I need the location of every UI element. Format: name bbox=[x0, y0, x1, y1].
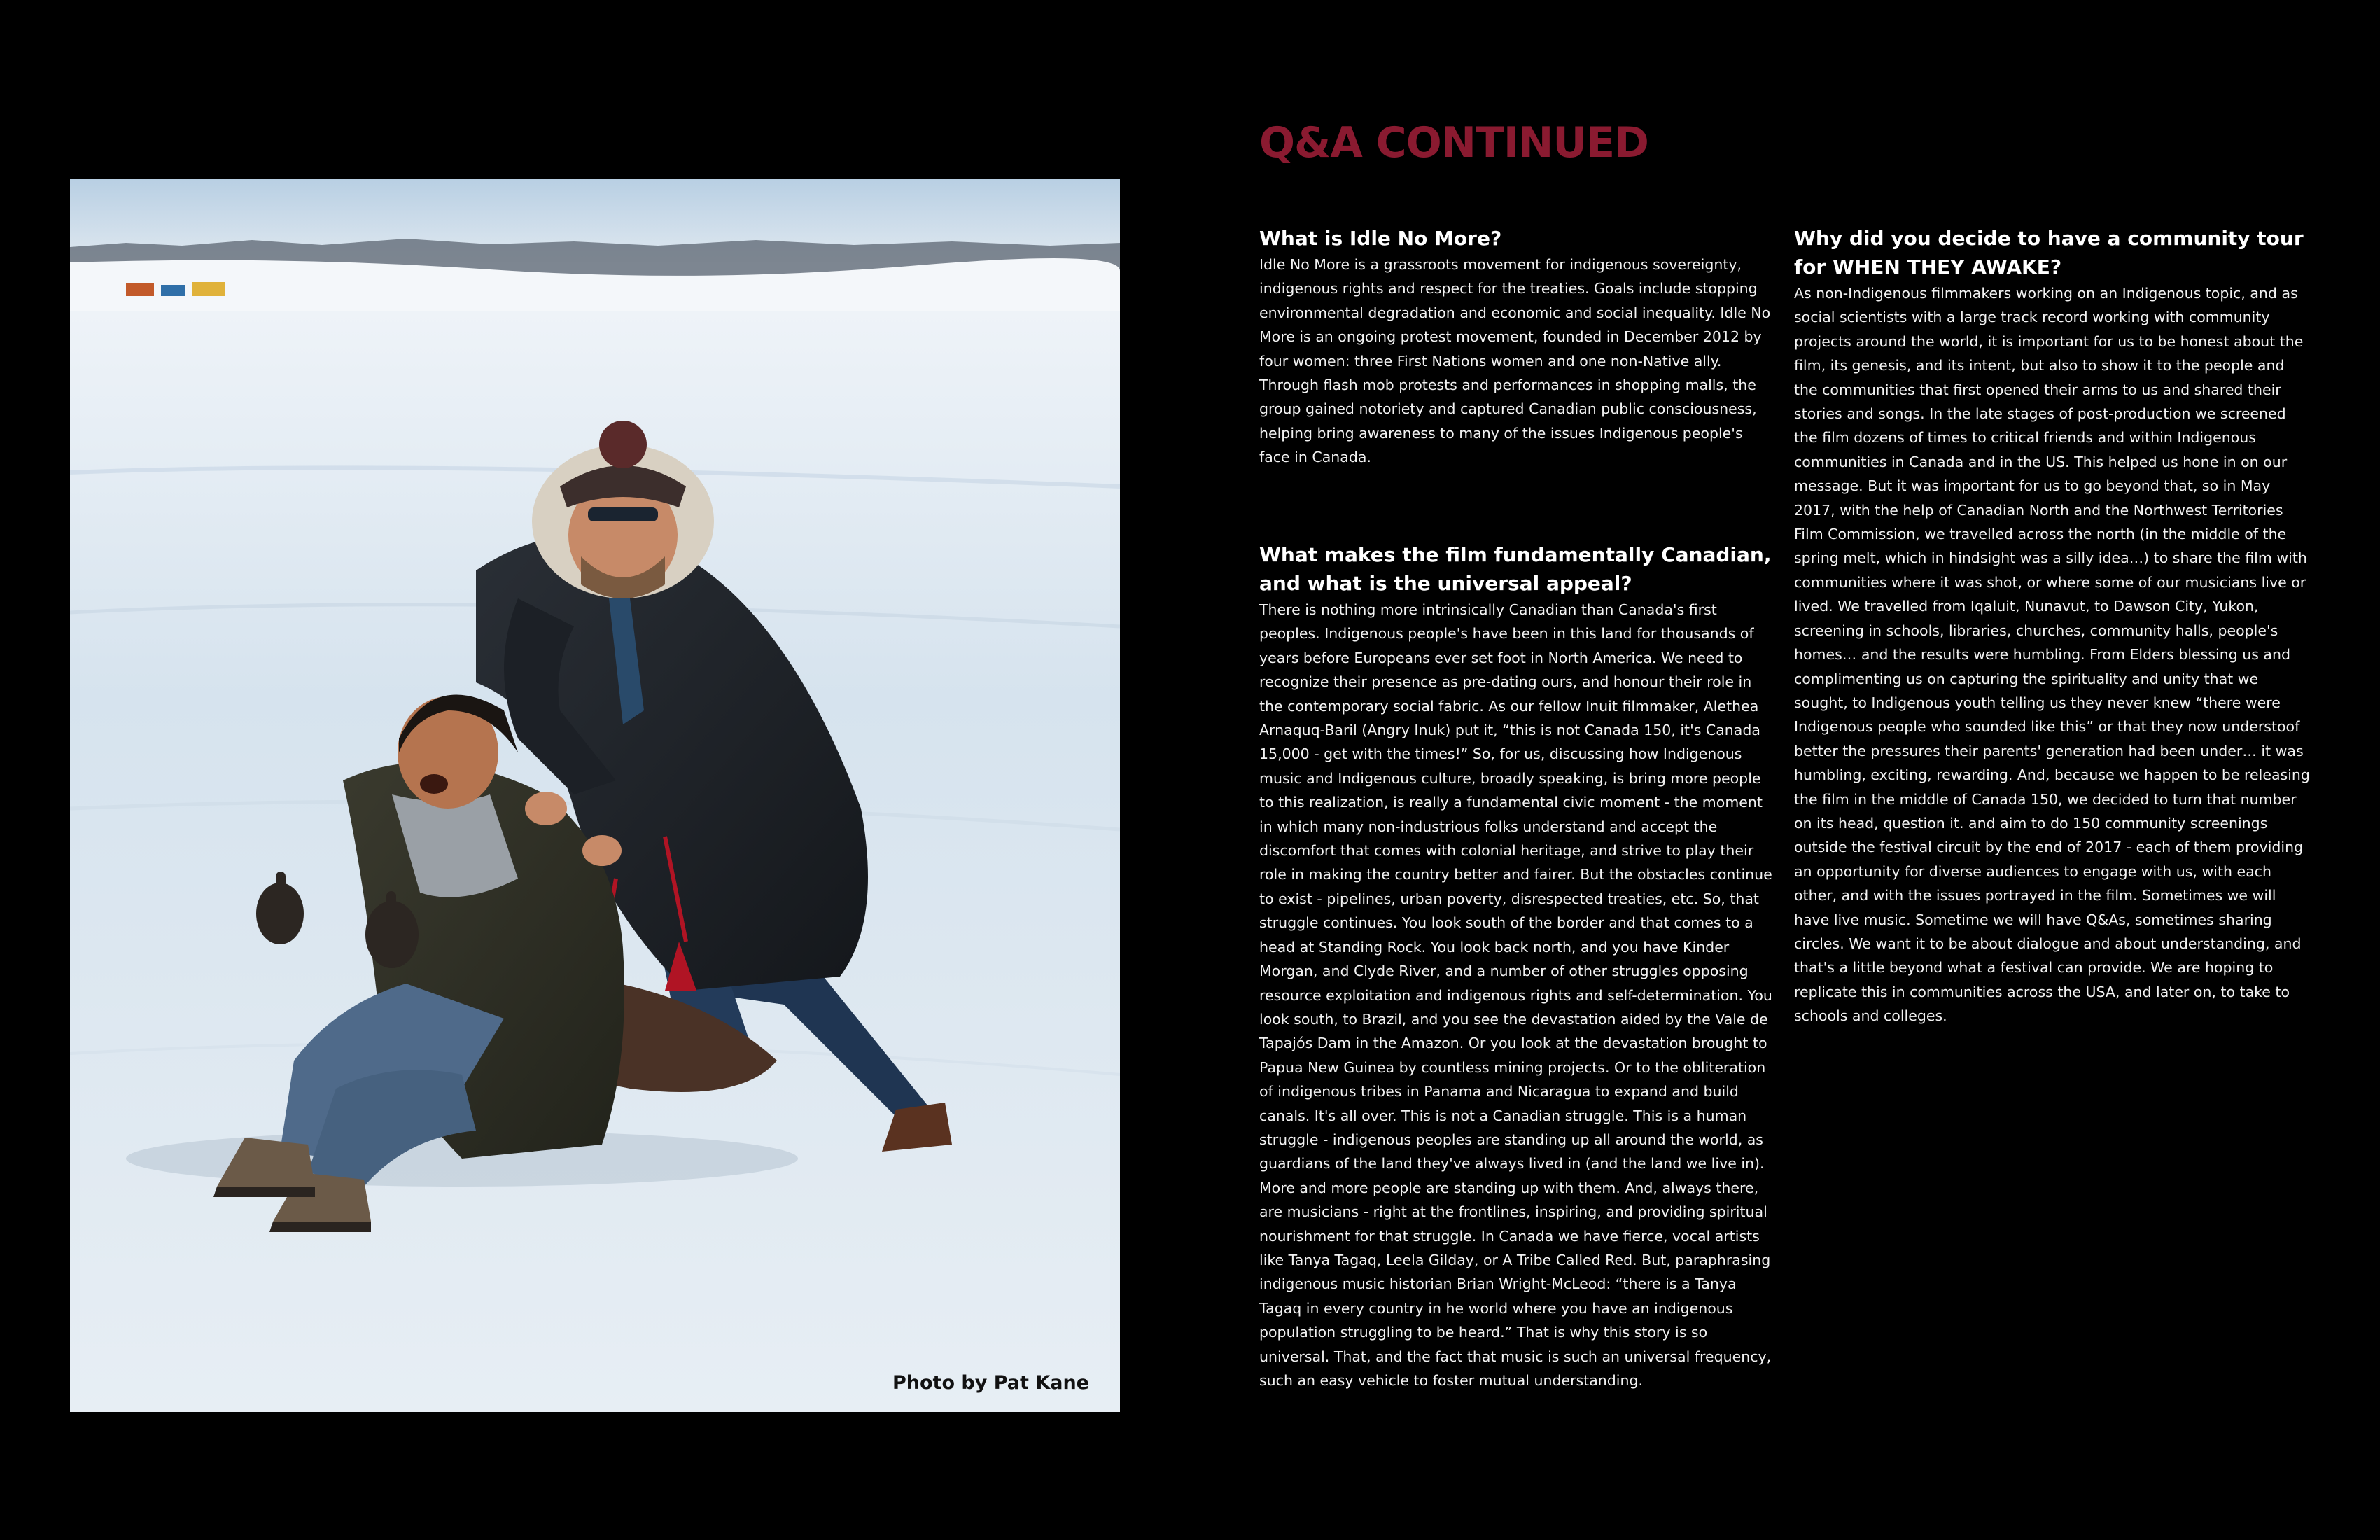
photo-credit: Photo by Pat Kane bbox=[892, 1372, 1089, 1394]
page-title: Q&A CONTINUED bbox=[1259, 118, 1648, 167]
question-heading: What makes the film fundamentally Canadian, and what is the universal appeal? bbox=[1259, 543, 1772, 595]
photo-two-men-sledding-on-ice bbox=[70, 178, 1120, 1412]
qa-idle-no-more bbox=[1259, 224, 1777, 470]
question-heading: What is Idle No More? bbox=[1259, 227, 1502, 250]
answer-text: Idle No More is a grassroots movement for indigenous sovereignty, indigenous rights and respect for the treaties. Goals include stopping environmental degradation and economic and social inequality. Idle No More is an ongoing protest movement, founded in December 2012 by four women: three First Nations women and one non-Native ally. Through flash mob protests and performances in shopping malls, the group gained notoriety and captured Canadian public consciousness, helping bring awareness to many of the issues Indigenous people's face in Canada. bbox=[1259, 256, 1771, 466]
question-heading: Why did you decide to have a community tour for WHEN THEY AWAKE? bbox=[1794, 227, 2304, 279]
qa-community-tour bbox=[1794, 224, 2312, 1028]
answer-text: There is nothing more intrinsically Canadian than Canada's first peoples. Indigenous people's have been in this land for thousands of years before Europeans ever set foot in North America. We need to recognize their presence as pre-dating ours, and honour their role in the contemporary social fabric. As our fellow Inuit filmmaker, Alethea Arnaquq-Baril (Angry Inuk) put it, “this is not Canada 150, it's Canada 15,000 - get with the times!” So, for us, discussing how Indigenous music and Indigenous culture, broadly speaking, is bring more people to this realization, is really a fundamental civic moment - the moment in which many non-industrious folks understand and accept the discomfort that comes with colonial heritage, and strive to play their role in making the country better and fairer. But the obstacles continue to exist - pipelines, urban poverty, disrespected treaties, etc. So, that struggle continues. You look south of the border and that comes to a head at Standing Rock. You look back north, and you have Kinder Morgan, and Clyde River, and a number of other struggles opposing resource exploitation and indigenous rights and self-determination. You look south, to Brazil, and you see the devastation aided by the Vale de Tapajós Dam in the Amazon. Or you look at the devastation brought to Papua New Guinea by countless mining projects. Or to the obliteration of indigenous tribes in Panama and Nicaragua to expand and build canals. It's all over. This is not a Canadian struggle. This is a human struggle - indigenous peoples are standing up all around the world, as guardians of the land they've always lived in (and the land we live in). More and more people are standing up with them. And, always there, are musicians - right at the frontlines, inspiring, and providing spiritual nourishment for that struggle. In Canada we have fierce, vocal artists like Tanya Tagaq, Leela Gilday, or A Tribe Called Red. But, paraphrasing indigenous music historian Brian Wright-McLeod: “there is a Tanya Tagaq in every country in he world where you have an indigenous population struggling to be heard.” That is why this story is so universal. That, and the fact that music is such an universal frequency, such an easy vehicle to foster mutual understanding. bbox=[1259, 601, 1772, 1389]
answer-text: As non-Indigenous filmmakers working on an Indigenous topic, and as social scientists with a large track record working with community projects around the world, it is important for us to be honest about the film, its genesis, and its intent, but also to show it to the people and the communities that first opened their arms to us and shared their stories and songs. In the late stages of post-production we screened the film dozens of times to critical friends and within Indigenous communities in Canada and in the US. This helped us hone in on our message. But it was important for us to go beyond that, so in May 2017, with the help of Canadian North and the Northwest Territories Film Commission, we travelled across the north (in the middle of the spring melt, which in hindsight was a silly idea…) to share the film with communities where it was shot, or where some of our musicians live or lived. We travelled from Iqaluit, Nunavut, to Dawson City, Yukon, screening in schools, libraries, churches, community halls, people's homes… and the results were humbling. From Elders blessing us and complimenting us on capturing the spirituality and unity that we sought, to Indigenous youth telling us they never knew “there were Indigenous people who sounded like this” or that they now understoof better the pressures their parents' generation had been under… it was humbling, exciting, rewarding. And, because we happen to be releasing the film in the middle of Canada 150, we decided to turn that number on its head, question it. and aim to do 150 community screenings outside the festival circuit by the end of 2017 - each of them providing an opportunity for diverse audiences to engage with us, with each other, and with the issues portrayed in the film. Sometimes we will have live music. Sometime we will have Q&As, sometimes sharing circles. We want it to be about dialogue and about understanding, and that's a little beyond what a festival can provide. We are hoping to replicate this in communities across the USA, and later on, to take to schools and colleges. bbox=[1794, 285, 2310, 1025]
qa-fundamentally-canadian bbox=[1259, 540, 1777, 1392]
photo-illustration bbox=[70, 178, 1120, 1412]
